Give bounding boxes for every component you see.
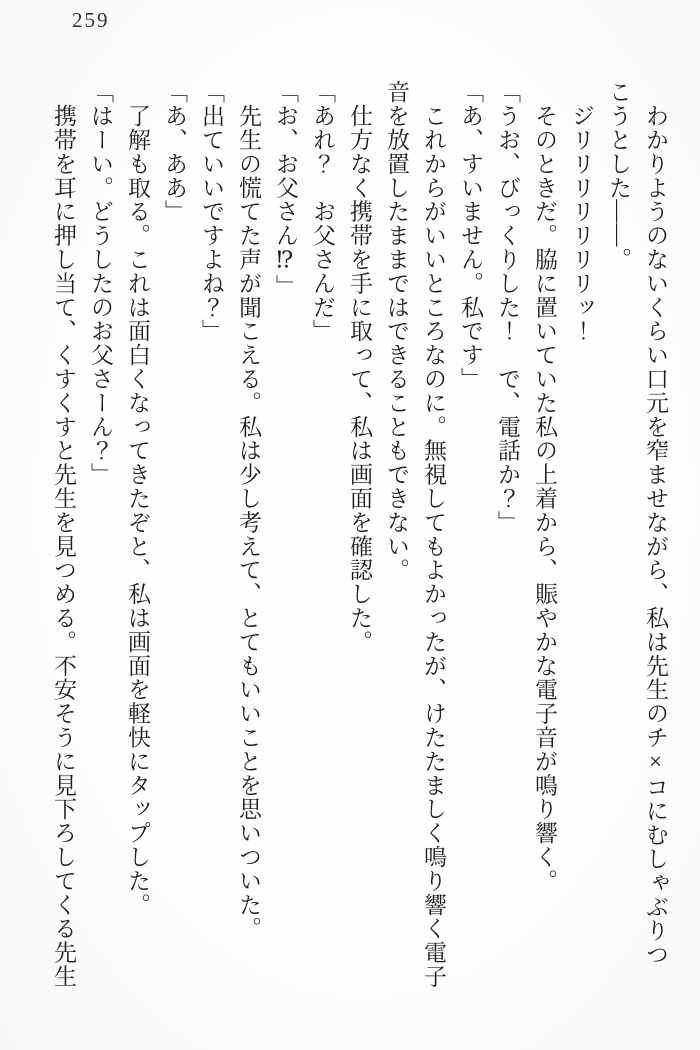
paragraph: 「あ、ああ」 [162, 80, 187, 224]
paragraph: 「お、お父さん⁉」 [273, 80, 298, 299]
page-number: 259 [72, 8, 110, 32]
paragraph: わかりようのないくらい口元を窄ませながら、私は先生のチ×コにむしゃぶりつこうとした――。 [606, 80, 668, 967]
paragraph: 先生の慌てた声が聞こえる。私は少し考えて、とてもいいことを思いついた。 [236, 80, 261, 941]
paragraph: 「あれ？ お父さんだ」 [310, 80, 335, 343]
paragraph: 「うお、びっくりした！ で、電話か？」 [495, 80, 520, 535]
paragraph: 携帯を耳に押し当て、くすくすと先生を見つめる。不安そうに見下ろしてくる先生 [51, 80, 76, 989]
paragraph: 「はーい。どうしたのお父さーん？」 [88, 80, 113, 487]
paragraph: 「出ていいですよね？」 [199, 80, 224, 343]
text-block [45, 80, 674, 990]
paragraph: これからがいいところなのに。無視してもよかったが、けたたましく鳴り響く電子音を放置したままではできることもできない。 [384, 80, 446, 989]
paragraph: ジリリリリリリリッ！ [569, 80, 594, 343]
paragraph: そのときだ。脇に置いていた私の上着から、賑やかな電子音が鳴り響く。 [532, 80, 557, 893]
paragraph: 仕方なく携帯を手に取って、私は画面を確認した。 [347, 80, 372, 654]
paragraph: 了解も取る。これは面白くなってきたぞと、私は画面を軽快にタップした。 [125, 80, 150, 917]
paragraph: 「あ、すいません。私です」 [458, 80, 483, 391]
